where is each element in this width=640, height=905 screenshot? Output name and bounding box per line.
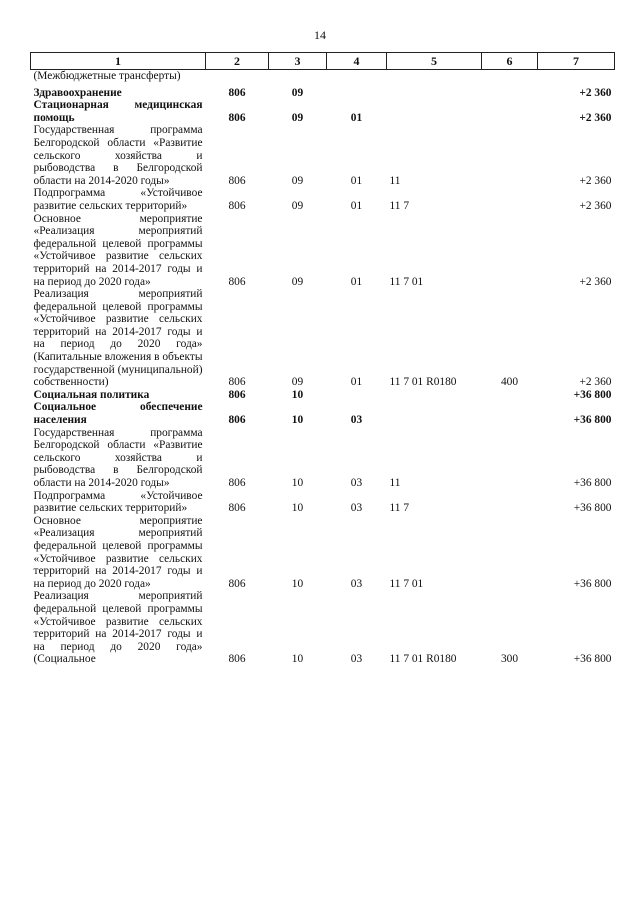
row-expense-type — [482, 213, 538, 289]
table-header-row — [31, 53, 615, 70]
row-target-article — [387, 70, 482, 83]
row-subsection-code — [327, 83, 387, 100]
row-subsection-code — [327, 389, 387, 402]
row-target-article — [387, 389, 482, 402]
table-row — [31, 187, 615, 212]
budget-table — [30, 52, 615, 666]
row-subsection-code: 01 — [350, 376, 363, 389]
row-section-code: 10 — [291, 653, 304, 666]
row-section-code: 09 — [291, 174, 304, 187]
row-subsection-code: 01 — [350, 275, 363, 288]
row-target-article: 11 — [389, 174, 401, 187]
row-admin-code: 806 — [228, 111, 246, 124]
row-subsection-code: 01 — [350, 199, 363, 212]
row-section-code: 09 — [291, 376, 304, 389]
row-name: Основное мероприятие «Реализация мероприятий федеральной целевой программы «Устойчивое развитие сельских территорий на 2014-2017 годы и на период до 2020 года» — [33, 212, 203, 288]
row-target-article: 11 7 — [389, 502, 410, 515]
row-target-article: 11 7 01 — [389, 577, 424, 590]
row-expense-type — [482, 389, 538, 402]
row-admin-code: 806 — [228, 388, 246, 401]
row-section-code: 09 — [291, 111, 304, 124]
column-header-2: 2 — [206, 53, 269, 70]
row-name: Подпрограмма «Устойчивое развитие сельских территорий» — [33, 489, 203, 515]
row-amount: +36 800 — [573, 388, 612, 401]
row-admin-code: 806 — [228, 199, 246, 212]
row-amount: +36 800 — [573, 414, 612, 427]
table-row — [31, 288, 615, 389]
row-amount: +2 360 — [579, 199, 612, 212]
row-section-code: 09 — [291, 86, 304, 99]
table-row — [31, 427, 615, 490]
row-admin-code: 806 — [228, 376, 246, 389]
column-header-1: 1 — [31, 53, 206, 70]
row-subsection-code: 01 — [350, 111, 363, 124]
table-row — [31, 213, 615, 289]
row-name: Реализация мероприятий федеральной целевой программы «Устойчивое развитие сельских территорий на 2014-2017 годы и на период до 2020 года» (Социальное — [33, 590, 203, 666]
row-subsection-code: 01 — [350, 174, 363, 187]
column-header-5: 5 — [387, 53, 482, 70]
row-amount: +36 800 — [573, 502, 612, 515]
row-admin-code: 806 — [228, 577, 246, 590]
row-name: Подпрограмма «Устойчивое развитие сельских территорий» — [33, 187, 203, 212]
row-amount: +2 360 — [579, 111, 612, 124]
row-section-code: 09 — [291, 275, 304, 288]
row-name: Реализация мероприятий федеральной целевой программы «Устойчивое развитие сельских территорий на 2014-2017 годы и на период до 2020 года» (Капитальные вложения в объекты государственной (муниципальной) собственности) — [33, 288, 203, 389]
row-subsection-code — [327, 70, 387, 83]
column-header-4: 4 — [327, 53, 387, 70]
row-admin-code: 806 — [228, 414, 246, 427]
row-expense-type — [482, 70, 538, 83]
row-section-code: 10 — [291, 414, 304, 427]
row-expense-type — [482, 187, 538, 212]
table-row — [31, 389, 615, 402]
table-row — [31, 70, 615, 83]
row-expense-type — [482, 490, 538, 515]
row-subsection-code: 03 — [350, 577, 363, 590]
row-expense-type — [482, 515, 538, 591]
row-section-code: 10 — [291, 577, 304, 590]
row-expense-type: 300 — [500, 653, 519, 666]
table-row — [31, 590, 615, 666]
row-admin-code: 806 — [228, 653, 246, 666]
table-row — [31, 401, 615, 426]
row-target-article: 11 7 — [389, 199, 410, 212]
column-header-7: 7 — [538, 53, 615, 70]
row-amount: +2 360 — [579, 275, 612, 288]
row-section-code: 10 — [291, 388, 304, 401]
row-subsection-code: 03 — [350, 502, 363, 515]
row-name: Социальное обеспечение населения — [33, 401, 203, 427]
row-section-code: 10 — [291, 502, 304, 515]
row-subsection-code: 03 — [350, 414, 363, 427]
table-row — [31, 515, 615, 591]
row-amount: +36 800 — [573, 653, 612, 666]
row-amount: +36 800 — [573, 477, 612, 489]
row-name: Государственная программа Белгородской области «Развитие сельского хозяйства и рыбоводства в Белгородской области на 2014-2020 годы» — [33, 124, 203, 187]
row-target-article — [387, 99, 482, 124]
row-amount: +2 360 — [579, 174, 612, 187]
column-header-3: 3 — [269, 53, 327, 70]
row-name: Здравоохранение — [33, 86, 122, 99]
table-row — [31, 83, 615, 100]
row-amount: +2 360 — [579, 376, 612, 389]
row-name: Основное мероприятие «Реализация мероприятий федеральной целевой программы «Устойчивое развитие сельских территорий на 2014-2017 годы и на период до 2020 года» — [33, 514, 203, 590]
row-admin-code: 806 — [228, 502, 246, 515]
row-admin-code: 806 — [228, 174, 246, 187]
row-target-article — [387, 83, 482, 100]
row-name: Государственная программа Белгородской области «Развитие сельского хозяйства и рыбоводства в Белгородской области на 2014-2020 годы» — [33, 426, 203, 489]
row-expense-type — [482, 427, 538, 490]
page-number: 14 — [314, 28, 326, 42]
row-expense-type — [482, 124, 538, 187]
row-expense-type — [482, 83, 538, 100]
row-section-code — [269, 70, 327, 83]
row-section-code: 10 — [291, 477, 304, 489]
column-header-6: 6 — [482, 53, 538, 70]
row-target-article: 11 — [389, 477, 401, 489]
row-target-article: 11 7 01 R0180 — [389, 653, 457, 666]
table-row — [31, 490, 615, 515]
table-body — [31, 70, 615, 666]
row-target-article: 11 7 01 — [389, 275, 424, 288]
row-amount: +2 360 — [579, 86, 612, 99]
table-row — [31, 124, 615, 187]
row-admin-code: 806 — [228, 275, 246, 288]
row-amount — [538, 70, 615, 83]
row-target-article: 11 7 01 R0180 — [389, 376, 457, 389]
row-expense-type: 400 — [500, 376, 519, 389]
row-expense-type — [482, 99, 538, 124]
row-expense-type — [482, 401, 538, 426]
row-target-article — [387, 401, 482, 426]
row-amount: +36 800 — [573, 577, 612, 590]
row-admin-code — [206, 70, 269, 83]
row-subsection-code: 03 — [350, 477, 363, 489]
row-admin-code: 806 — [228, 477, 246, 489]
row-section-code: 09 — [291, 199, 304, 212]
row-subsection-code: 03 — [350, 653, 363, 666]
row-name: Социальная политика — [33, 388, 150, 401]
row-admin-code: 806 — [228, 86, 246, 99]
table-row — [31, 99, 615, 124]
row-name: Стационарная медицинская помощь — [33, 99, 203, 124]
row-name: (Межбюджетные трансферты) — [33, 70, 181, 82]
